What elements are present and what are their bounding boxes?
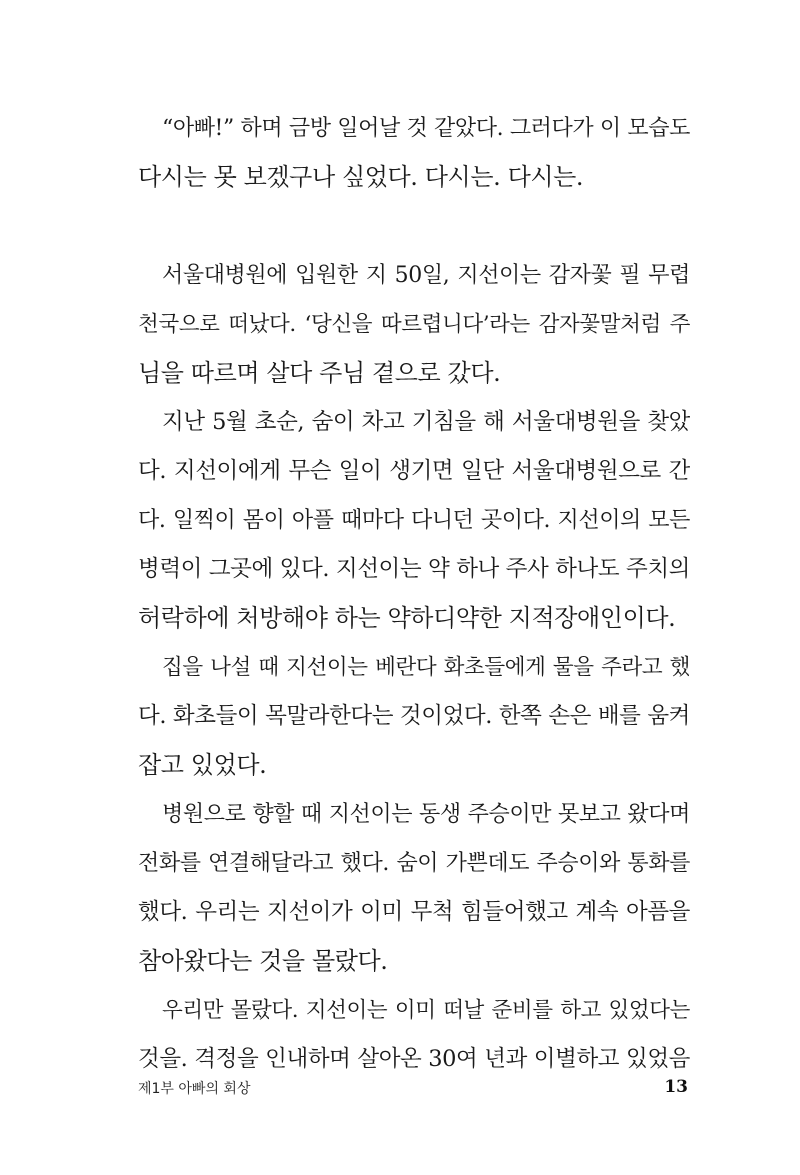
text-line: 우리만 몰랐다. 지선이는 이미 떠날 준비를 하고 있었다는 bbox=[162, 998, 690, 1023]
text-line: 병력이 그곳에 있다. 지선이는 약 하나 주사 하나도 주치의 bbox=[138, 556, 690, 582]
text-line: 잡고 있었다. bbox=[138, 751, 267, 779]
text-line: 했다. 우리는 지선이가 이미 무척 힘들어했고 계속 아픔을 bbox=[138, 899, 690, 925]
page-number: 13 bbox=[664, 1077, 688, 1097]
text-line: 다. 일찍이 몸이 아플 때마다 다니던 곳이다. 지선이의 모든 bbox=[138, 508, 690, 533]
paragraph bbox=[138, 643, 690, 790]
text-line: 참아왔다는 것을 몰랐다. bbox=[138, 947, 388, 975]
text-line: 병원으로 향할 때 지선이는 동생 주승이만 못보고 왔다며 bbox=[162, 802, 690, 827]
text-line: 지난 5월 초순, 숨이 차고 기침을 해 서울대병원을 찾았 bbox=[162, 409, 690, 435]
paragraph bbox=[138, 104, 690, 202]
text-line: 다시는 못 보겠구나 싶었다. 다시는. 다시는. bbox=[138, 163, 584, 191]
body-text bbox=[138, 104, 690, 1084]
text-line: 다. 화초들이 목말라한다는 것이었다. 한쪽 손은 배를 움켜 bbox=[138, 703, 690, 729]
paragraph bbox=[138, 251, 690, 398]
text-line: 천국으로 떠났다. ‘당신을 따르렵니다’라는 감자꽃말처럼 주 bbox=[138, 312, 690, 337]
paragraph bbox=[138, 986, 690, 1084]
text-line: 전화를 연결해달라고 했다. 숨이 가쁜데도 주승이와 통화를 bbox=[138, 851, 690, 876]
text-line: “아빠!” 하며 금방 일어날 것 같았다. 그러다가 이 모습도 bbox=[162, 116, 690, 141]
text-line: 허락하에 처방해야 하는 약하디약한 지적장애인이다. bbox=[138, 604, 676, 632]
paragraph bbox=[138, 790, 690, 986]
paragraph bbox=[138, 398, 690, 643]
text-line: 집을 나설 때 지선이는 베란다 화초들에게 물을 주라고 했 bbox=[162, 655, 690, 680]
text-line: 님을 따르며 살다 주님 곁으로 갔다. bbox=[138, 359, 501, 387]
text-line: 서울대병원에 입원한 지 50일, 지선이는 감자꽃 필 무렵 bbox=[162, 263, 690, 288]
text-line: 것을. 격정을 인내하며 살아온 30여 년과 이별하고 있었음 bbox=[138, 1046, 690, 1072]
text-line: 다. 지선이에게 무슨 일이 생기면 일단 서울대병원으로 간 bbox=[138, 458, 690, 484]
paragraph-gap bbox=[138, 202, 690, 251]
running-footer-section: 제1부 아빠의 회상 bbox=[138, 1081, 251, 1097]
